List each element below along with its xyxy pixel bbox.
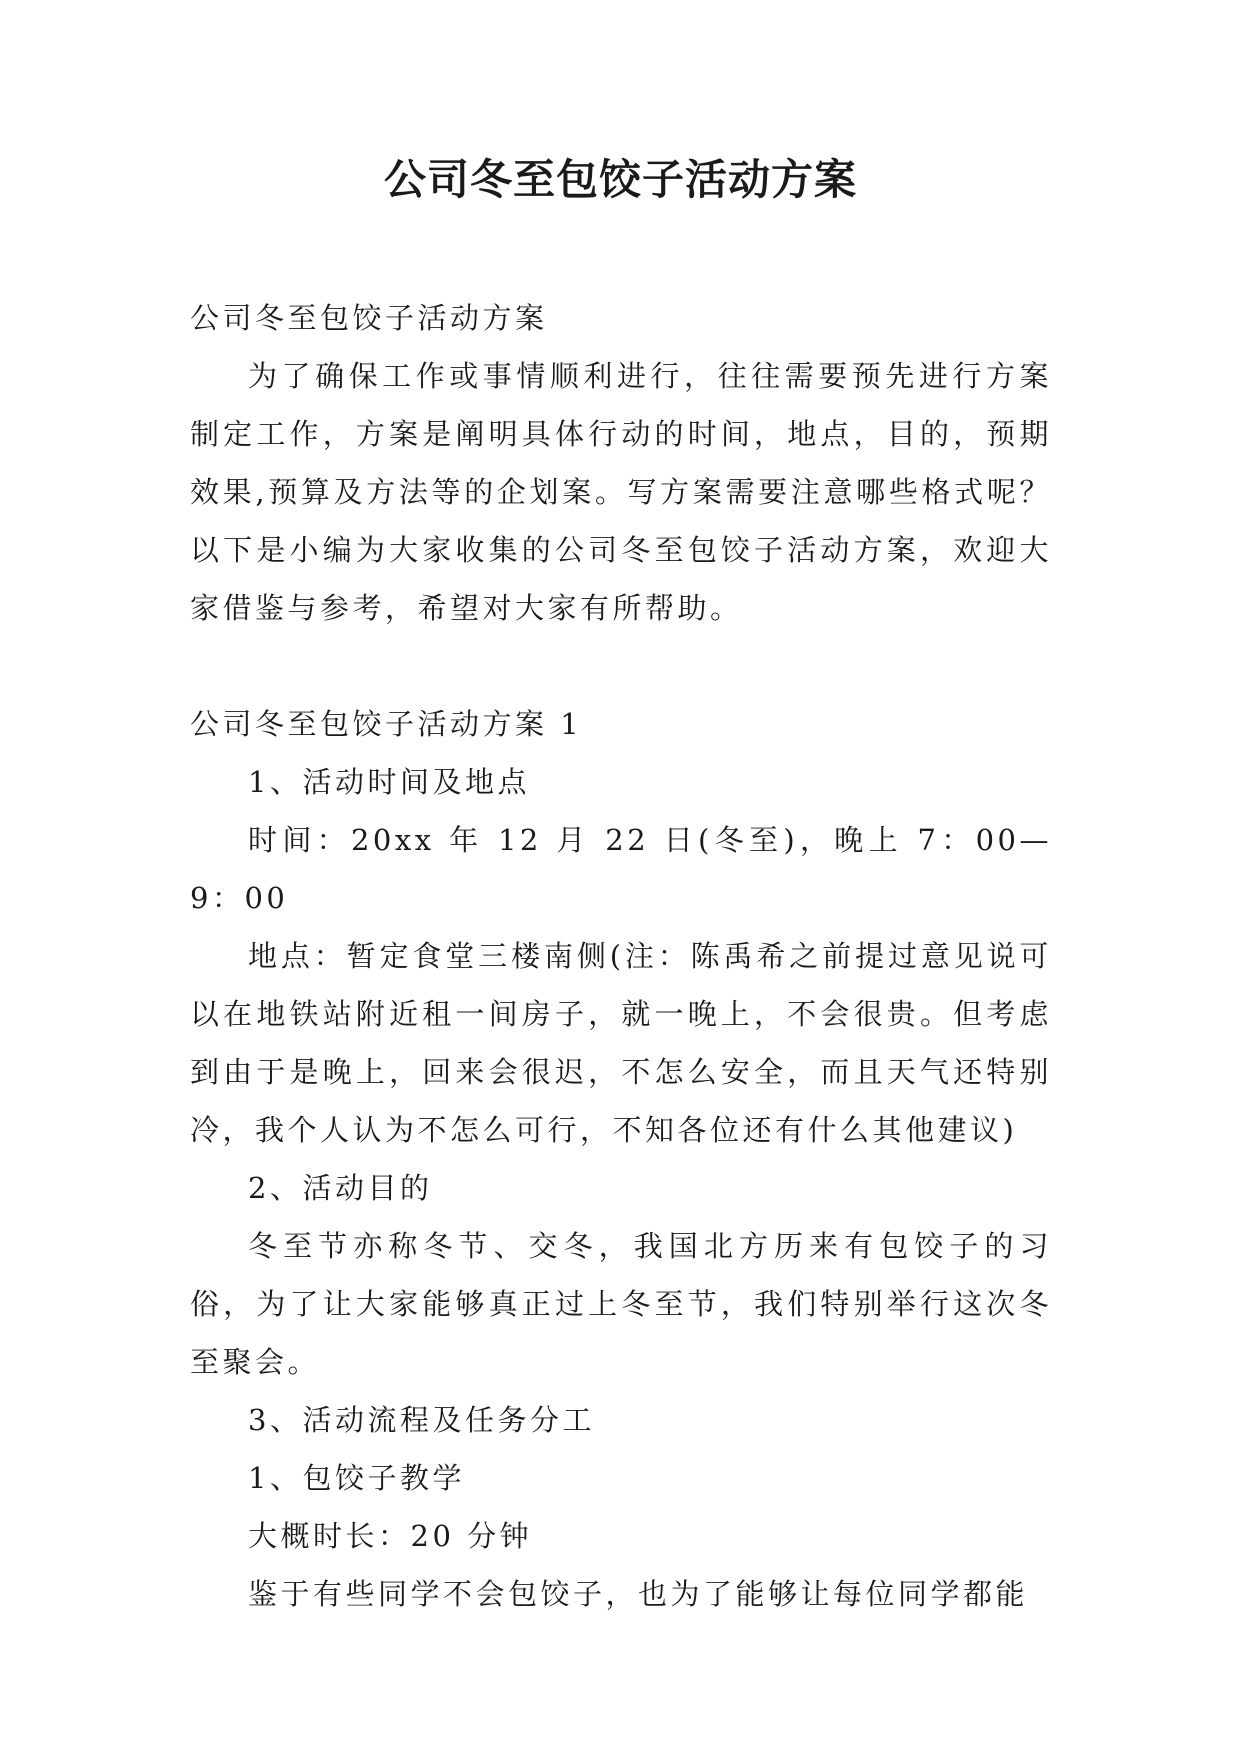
purpose-paragraph: 冬至节亦称冬节、交冬，我国北方历来有包饺子的习俗，为了让大家能够真正过上冬至节，我们特别举行这次冬至聚会。	[190, 1229, 1052, 1379]
time-line: 时间：20xx 年 12 月 22 日(冬至)，晚上 7：00—9：00	[190, 823, 1052, 915]
item-heading-purpose: 2、活动目的	[248, 1171, 433, 1205]
section-heading: 公司冬至包饺子活动方案	[190, 301, 548, 335]
item-heading-time-place: 1、活动时间及地点	[248, 765, 530, 799]
document-title: 公司冬至包饺子活动方案	[383, 155, 857, 204]
intro-paragraph: 为了确保工作或事情顺利进行，往往需要预先进行方案制定工作，方案是阐明具体行动的时间，地点，目的，预期效果,预算及方法等的企划案。写方案需要注意哪些格式呢？以下是小编为大家收集的公司冬至包饺子活动方案，欢迎大家借鉴与参考，希望对大家有所帮助。	[190, 359, 1052, 625]
subitem-heading-teaching: 1、包饺子教学	[248, 1461, 465, 1495]
item-heading-process: 3、活动流程及任务分工	[248, 1403, 595, 1437]
paragraph-spacer	[190, 637, 1052, 695]
document-body	[190, 289, 1052, 1623]
duration-line: 大概时长：20 分钟	[248, 1519, 533, 1553]
plan-heading: 公司冬至包饺子活动方案 1	[190, 707, 583, 741]
teaching-paragraph: 鉴于有些同学不会包饺子，也为了能够让每位同学都能	[248, 1577, 1029, 1611]
place-paragraph: 地点：暂定食堂三楼南侧(注：陈禹希之前提过意见说可以在地铁站附近租一间房子，就一晚上，不会很贵。但考虑到由于是晚上，回来会很迟，不怎么安全，而且天气还特别冷，我个人认为不怎么可行，不知各位还有什么其他建议)	[190, 939, 1052, 1147]
